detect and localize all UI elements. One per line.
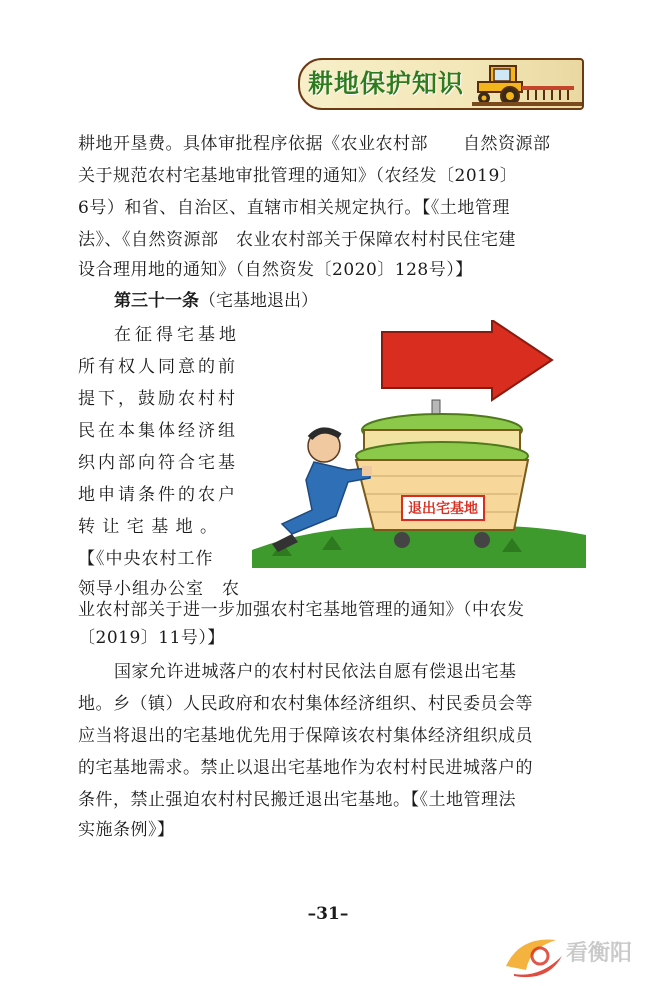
article-topic: （宅基地退出） — [199, 291, 318, 311]
text-line: 条件，禁止强迫农村村民搬迁退出宅基地。【《土地管理法 — [78, 790, 516, 810]
text-line: 设合理用地的通知》（自然资发〔2020〕128号）】 — [78, 260, 473, 280]
watermark-text: 看衡阳 — [566, 941, 633, 966]
text-line: 6号）和省、自治区、直辖市相关规定执行。【《土地管理 — [78, 198, 510, 218]
text-line: 民在本集体经济组 — [78, 421, 238, 441]
text-line: 地。乡（镇）人民政府和农村集体经济组织、村民委员会等 — [78, 694, 533, 714]
tractor-icon — [472, 56, 582, 106]
text-line: 国家允许进城落户的农村村民依法自愿有偿退出宅基 — [114, 662, 517, 682]
text-line: 地申请条件的农户 — [78, 485, 238, 505]
text-line: 领导小组办公室 农 — [78, 579, 240, 599]
text-line: 所有权人同意的前 — [78, 357, 238, 377]
text-line: 提下，鼓励农村村 — [78, 389, 238, 409]
article-heading — [114, 286, 318, 311]
article-number: 第三十一条 — [114, 291, 199, 311]
cart-sign-text: 退出宅基地 — [408, 501, 478, 517]
text-line: 〔2019〕11号）】 — [78, 628, 225, 648]
text-line: 【《中央农村工作 — [78, 549, 214, 569]
text-line: 关于规范农村宅基地审批管理的通知》（农经发〔2019〕 — [78, 166, 518, 186]
text-line: 织内部向符合宅基 — [78, 453, 238, 473]
text-line: 实施条例》】 — [78, 820, 175, 840]
text-line: 的宅基地需求。禁止以退出宅基地作为农村村民进城落户的 — [78, 758, 533, 778]
header-title: 耕地保护知识 — [308, 69, 465, 98]
text-line: 业农村部关于进一步加强农村宅基地管理的通知》（中农发 — [78, 600, 525, 620]
page-number: –31– — [307, 904, 349, 924]
text-line: 应当将退出的宅基地优先用于保障该农村集体经济组织成员 — [78, 726, 533, 746]
text-line: 耕地开垦费。具体审批程序依据《农业农村部 自然资源部 — [78, 134, 551, 154]
text-line: 转 让 宅 基 地 。 — [78, 517, 219, 537]
text-line: 在征得宅基地 — [114, 325, 240, 345]
homestead-exit-illustration — [252, 320, 586, 568]
text-line: 法》、《自然资源部 农业农村部关于保障农村村民住宅建 — [78, 230, 516, 250]
